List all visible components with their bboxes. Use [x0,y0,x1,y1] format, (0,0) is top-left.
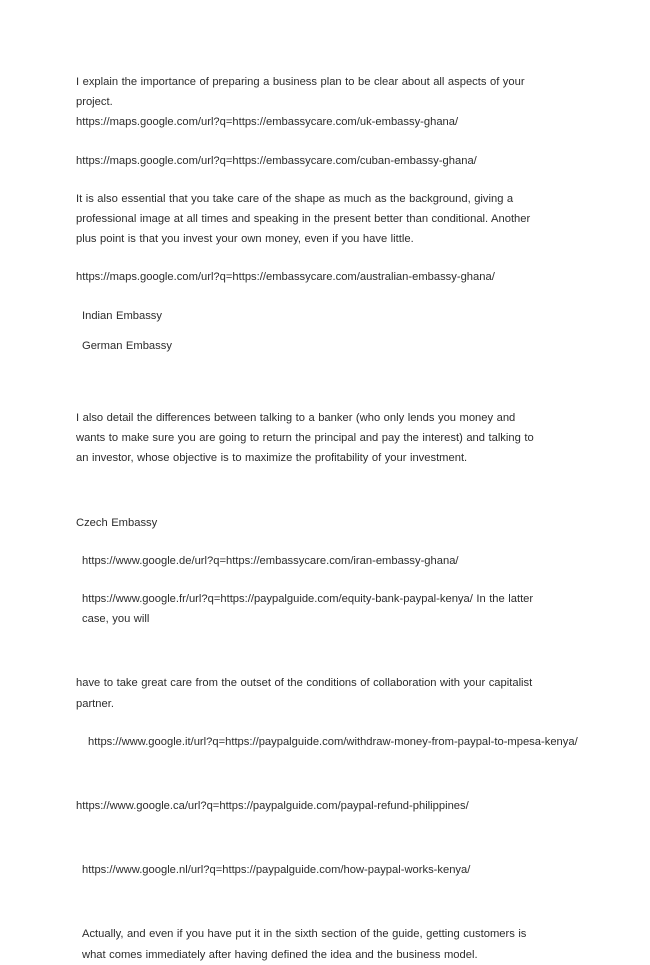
url-iran-embassy-line [76,551,544,571]
url-cuban-embassy: https://maps.google.com/url?q=https://embassycare.com/cuban-embassy-ghana/ [76,154,477,167]
capitalist-partner-paragraph: have to take great care from the outset of the conditions of collaboration with your capitalist partner. [76,677,533,710]
url-paypal-refund-line [76,796,544,816]
url-equity-bank-line: https://www.google.fr/url?q=https://paypalguide.com/equity-bank-paypal-kenya/ In the latter case, you will [82,593,534,626]
banker-paragraph: I also detail the differences between talking to a banker (who only lends you money and wants to make sure you are going to return the principal and pay the interest) and talking to an investor, whose objective is to maximize the profitability of your investment. [76,412,534,465]
german-embassy-line: German Embassy [82,339,172,352]
url-withdraw-money-line [76,732,578,752]
url-how-paypal-works: https://www.google.nl/url?q=https://paypalguide.com/how-paypal-works-kenya/ [82,864,471,877]
url-uk-embassy: https://maps.google.com/url?q=https://embassycare.com/uk-embassy-ghana/ [76,116,459,129]
czech-embassy-line: Czech Embassy [76,516,158,529]
url-withdraw-money: https://www.google.it/url?q=https://paypalguide.com/withdraw-money-from-paypal-to-mpesa-kenya/ [88,735,578,748]
url-australian-embassy: https://maps.google.com/url?q=https://embassycare.com/australian-embassy-ghana/ [76,271,495,284]
url-paypal-refund: https://www.google.ca/url?q=https://paypalguide.com/paypal-refund-philippines/ [76,800,469,813]
url-australian-embassy-line [76,267,544,287]
url-iran-embassy: https://www.google.de/url?q=https://embassycare.com/iran-embassy-ghana/ [82,554,459,567]
essential-paragraph: It is also essential that you take care of the shape as much as the background, giving a professional image at all times and speaking in the present better than conditional. Another plus point is that you invest your own money, even if you have little. [76,192,531,246]
intro-paragraph [76,72,544,133]
url-cuban-embassy-line [76,151,544,171]
url-how-paypal-works-line [76,860,544,880]
document-body [76,72,578,965]
intro-sentence: I explain the importance of preparing a business plan to be clear about all aspects of your project. [76,76,525,109]
closing-paragraph: Actually, and even if you have put it in the sixth section of the guide, getting customers is what comes immediately after having defined the idea and the business model. [82,928,527,961]
indian-embassy-line: Indian Embassy [82,309,162,322]
